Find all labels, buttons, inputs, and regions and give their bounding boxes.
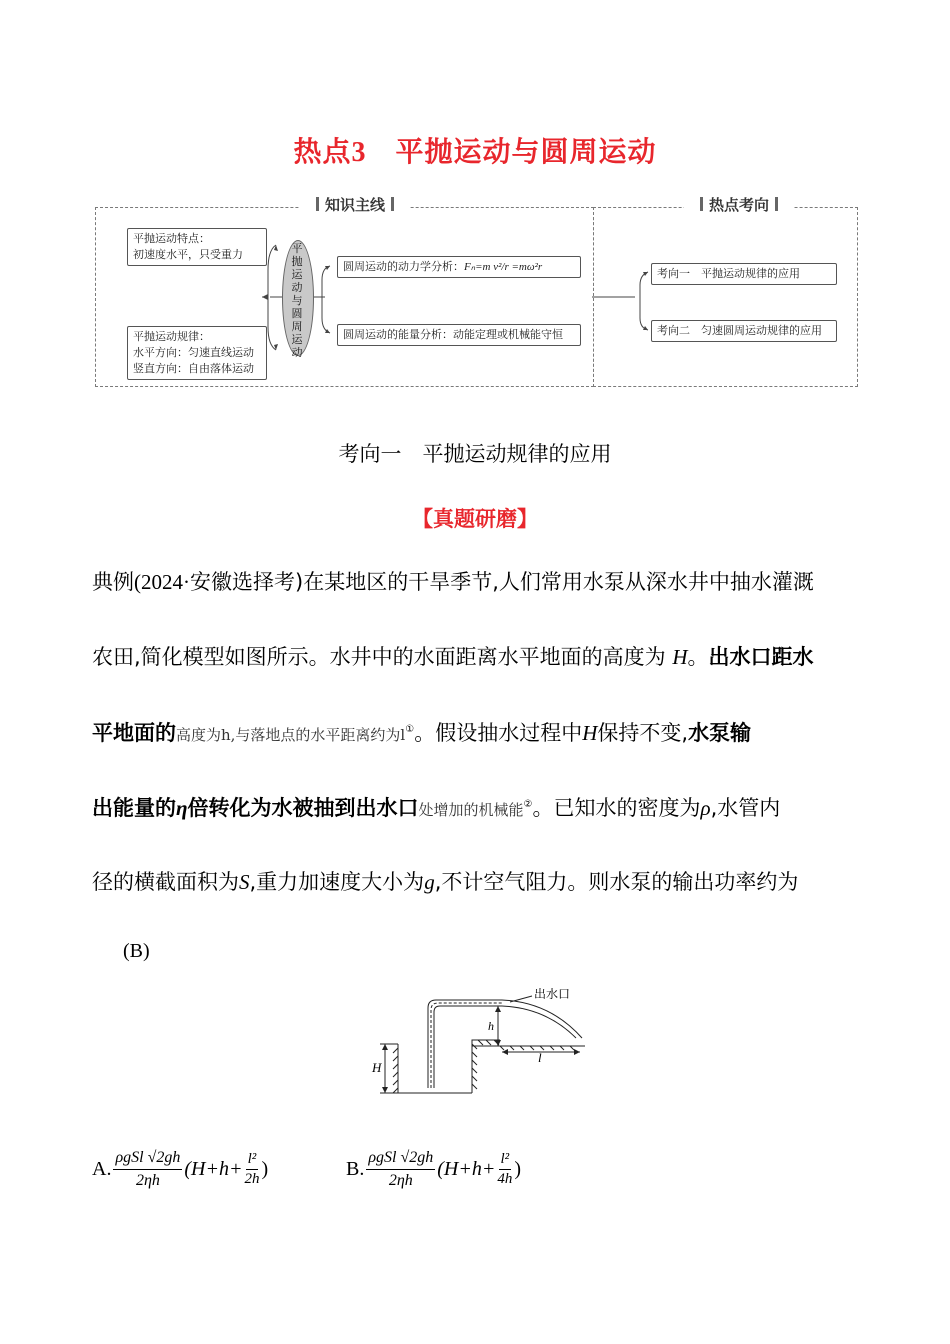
l-label: l xyxy=(538,1050,542,1065)
map-center-label: 平抛运动与圆周运动 xyxy=(291,242,303,359)
direction-panel-heading: 热点考向 xyxy=(684,196,794,214)
H-label: H xyxy=(372,1060,382,1075)
problem-line-2: 农田,简化模型如图所示。水井中的水面距离水平地面的高度为 H。出水口距水 xyxy=(92,645,814,669)
option-b[interactable]: B. $\frac{\text{ρgSl √2gh}}{2\eta h}$ (H+h+ $\frac{\text{l²}}{4h}$ ) xyxy=(346,1147,521,1192)
outlet-label: 出水口 xyxy=(534,988,571,1001)
map-left-bottom-box: 平抛运动规律： 水平方向：匀速直线运动 竖直方向：自由落体运动 xyxy=(127,326,267,380)
problem-line-4: 出能量的η倍转化为水被抽到出水口处增加的机械能②。已知水的密度为ρ,水管内 xyxy=(92,796,781,820)
option-b-fraction: $\frac{\text{ρgSl √2gh}}{2\eta h}$ xyxy=(368,1149,434,1189)
pump-figure xyxy=(360,988,600,1128)
subsection-title: 【真题研磨】 xyxy=(412,507,538,531)
answer-label: (B) xyxy=(123,940,150,962)
option-a-subfraction: $\frac{\text{l²}}{2h}$ xyxy=(244,1151,260,1187)
option-a-fraction: $\frac{\text{ρgSl √2gh}}{2\eta h}$ xyxy=(115,1149,181,1189)
problem-line-5: 径的横截面积为S,重力加速度大小为g,不计空气阻力。则水泵的输出功率约为 xyxy=(92,870,799,894)
page-title: 热点3 平抛运动与圆周运动 xyxy=(293,135,657,168)
problem-line-1: 典例(2024·安徽选择考)在某地区的干旱季节,人们常用水泵从深水井中抽水灌溉 xyxy=(92,570,814,594)
knowledge-panel-heading: 知识主线 xyxy=(300,196,410,214)
map-right-bottom-box: 圆周运动的能量分析：动能定理或机械能守恒 xyxy=(337,324,581,346)
map-left-top-box: 平抛运动特点： 初速度水平，只受重力 xyxy=(127,228,267,266)
problem-line-3: 平地面的高度为h,与落地点的水平距离约为l①。假设抽水过程中H保持不变,水泵输 xyxy=(92,721,752,745)
map-direction-1: 考向一 平抛运动规律的应用 xyxy=(651,263,837,285)
option-b-subfraction: $\frac{\text{l²}}{4h}$ xyxy=(497,1151,513,1187)
problem-text xyxy=(92,545,860,920)
map-right-top-box: 圆周运动的动力学分析：Fₙ=m v²/r =mω²r xyxy=(337,256,581,278)
h-label: h xyxy=(488,1019,494,1033)
option-a[interactable]: A. $\frac{\text{ρgSl √2gh}}{2\eta h}$ (H+h+ $\frac{\text{l²}}{2h}$ ) xyxy=(92,1147,268,1192)
section-title: 考向一 平抛运动规律的应用 xyxy=(338,442,612,466)
map-direction-2: 考向二 匀速圆周运动规律的应用 xyxy=(651,320,837,342)
